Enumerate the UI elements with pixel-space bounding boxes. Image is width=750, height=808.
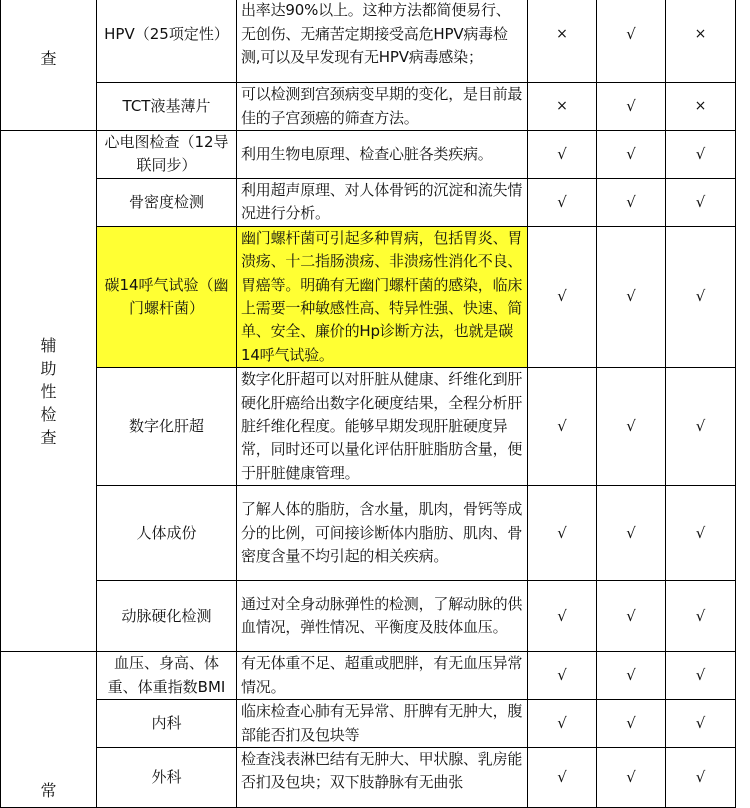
package-mark: √	[597, 368, 666, 486]
package-mark: √	[597, 581, 666, 652]
category-glyph: 辅	[40, 335, 57, 355]
package-mark: ×	[528, 0, 597, 83]
package-mark: √	[597, 83, 666, 131]
category-glyph: 查	[40, 48, 57, 68]
item-description: 检查浅表淋巴结有无肿大、甲状腺、乳房能否扪及包块；双下肢静脉有无曲张	[237, 747, 528, 807]
item-description: 出率达90%以上。这种方法都简便易行、无创伤、无痛苦定期接受高危HPV病毒检测,可以及早发现有无HPV病毒感染；	[237, 0, 528, 83]
item-description: 利用生物电原理、检查心脏各类疾病。	[237, 131, 528, 179]
package-mark: √	[666, 652, 736, 700]
category-glyph: 助	[40, 358, 57, 378]
table-row	[1, 652, 736, 700]
package-mark: ×	[666, 83, 736, 131]
category-glyph: 常	[40, 780, 57, 800]
package-mark: √	[528, 226, 597, 367]
item-description: 可以检测到宫颈病变早期的变化，是目前最佳的子宫颈癌的筛查方法。	[237, 83, 528, 131]
item-name: 碳14呼气试验（幽门螺杆菌）	[97, 226, 237, 367]
package-mark: √	[666, 700, 736, 748]
package-mark: √	[528, 178, 597, 226]
item-description: 幽门螺杆菌可引起多种胃病，包括胃炎、胃溃疡、十二指肠溃疡、非溃疡性消化不良、胃癌等。明确有无幽门螺杆菌的感染，临床上需要一种敏感性高、特异性强、快速、简单、安全、廉价的Hp诊断方法，也就是碳14呼气试验。	[237, 226, 528, 367]
package-mark: √	[528, 747, 597, 807]
item-name: 骨密度检测	[97, 178, 237, 226]
package-mark: √	[666, 747, 736, 807]
package-mark: √	[528, 486, 597, 581]
item-name: TCT液基薄片	[97, 83, 237, 131]
package-mark: √	[528, 652, 597, 700]
category-glyph: 性	[40, 381, 57, 401]
package-mark: √	[597, 0, 666, 83]
package-mark: √	[597, 747, 666, 807]
item-name: 血压、身高、体重、体重指数BMI	[97, 652, 237, 700]
table-row	[1, 581, 736, 652]
package-mark: √	[666, 178, 736, 226]
category-cell-1	[1, 0, 97, 131]
item-name: 动脉硬化检测	[97, 581, 237, 652]
item-description: 通过对全身动脉弹性的检测，了解动脉的供血情况，弹性情况、平衡度及肢体血压。	[237, 581, 528, 652]
package-mark: √	[666, 226, 736, 367]
package-mark: ×	[666, 0, 736, 83]
item-name: 心电图检查（12导联同步）	[97, 131, 237, 179]
package-mark: √	[597, 131, 666, 179]
item-description: 有无体重不足、超重或肥胖，有无血压异常情况。	[237, 652, 528, 700]
table-row	[1, 0, 736, 83]
package-mark: √	[666, 581, 736, 652]
table-row	[1, 486, 736, 581]
package-mark: √	[528, 368, 597, 486]
package-mark: √	[597, 700, 666, 748]
package-mark: √	[597, 486, 666, 581]
item-description: 数字化肝超可以对肝脏从健康、纤维化到肝硬化肝癌给出数字化硬度结果，全程分析肝脏纤维化程度。能够早期发现肝脏硬度异常，同时还可以量化评估肝脏脂肪含量，便于肝脏健康管理。	[237, 368, 528, 486]
item-name: 外科	[97, 747, 237, 807]
package-mark: √	[528, 131, 597, 179]
category-glyph: 检	[40, 404, 57, 424]
category-cell-3	[1, 652, 97, 808]
package-mark: ×	[528, 83, 597, 131]
table-row	[1, 368, 736, 486]
table-row	[1, 226, 736, 367]
item-name: 内科	[97, 700, 237, 748]
item-description: 了解人体的脂肪，含水量，肌肉，骨钙等成分的比例，可间接诊断体内脂肪、肌肉、骨密度含量不均引起的相关疾病。	[237, 486, 528, 581]
item-name: HPV（25项定性）	[97, 0, 237, 83]
package-mark: √	[597, 178, 666, 226]
package-mark: √	[597, 226, 666, 367]
table-row	[1, 700, 736, 748]
package-mark: √	[666, 486, 736, 581]
category-cell-2	[1, 131, 97, 652]
package-mark: √	[528, 700, 597, 748]
table-row	[1, 83, 736, 131]
package-mark: √	[666, 131, 736, 179]
item-description: 利用超声原理、对人体骨钙的沉淀和流失情况进行分析。	[237, 178, 528, 226]
package-mark: √	[528, 581, 597, 652]
category-glyph: 查	[40, 427, 57, 447]
package-mark: √	[597, 652, 666, 700]
item-name: 数字化肝超	[97, 368, 237, 486]
package-mark: √	[666, 368, 736, 486]
table-row	[1, 178, 736, 226]
item-description: 临床检查心肺有无异常、肝脾有无肿大，腹部能否扪及包块等	[237, 700, 528, 748]
item-name: 人体成份	[97, 486, 237, 581]
table-row	[1, 131, 736, 179]
table-row	[1, 747, 736, 807]
